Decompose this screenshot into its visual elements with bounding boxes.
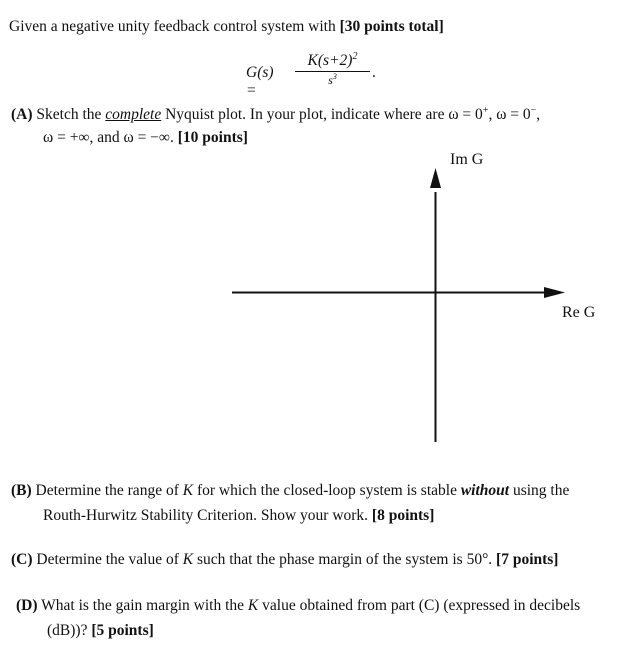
part-a-sup-plus: + xyxy=(482,104,489,116)
part-d-text-line2: (dB))? xyxy=(47,622,92,639)
part-b-text-mid: for which the closed-loop system is stable xyxy=(193,482,461,499)
imaginary-axis-arrowhead xyxy=(430,168,441,188)
part-a-sup-minus: − xyxy=(530,104,537,116)
part-c-label: (C) xyxy=(11,551,33,568)
part-d-label: (D) xyxy=(16,597,38,614)
part-a-text-post: Nyquist plot. In your plot, indicate where are ω = 0 xyxy=(161,106,483,123)
part-d-text-pre: What is the gain margin with the xyxy=(41,597,248,614)
part-d-points: [5 points] xyxy=(91,622,154,639)
imaginary-axis-label: Im G xyxy=(450,151,484,168)
real-axis-label: Re G xyxy=(562,304,596,321)
part-a-text-end: , xyxy=(536,106,541,123)
denominator-base: s xyxy=(328,73,333,87)
part-d-line2 xyxy=(47,621,154,641)
equation-end: . xyxy=(372,64,376,81)
part-b-text-pre: Determine the range of xyxy=(35,482,183,499)
intro-points: [30 points total] xyxy=(339,18,444,35)
part-c-k: K xyxy=(182,551,194,568)
part-a-text-pre: Sketch the xyxy=(36,106,106,123)
part-b-k: K xyxy=(182,482,194,499)
part-a-line1 xyxy=(11,105,540,125)
part-d-line1 xyxy=(16,596,580,616)
part-c-text-pre: Determine the value of xyxy=(36,551,183,568)
part-d-text-post: value obtained from part (C) (expressed in decibels xyxy=(258,597,581,614)
numerator-base: K(s+2) xyxy=(307,52,353,69)
nyquist-axes xyxy=(232,168,572,444)
numerator-exponent: 2 xyxy=(352,50,358,62)
part-b-text-line2: Routh-Hurwitz Stability Criterion. Show your work. xyxy=(43,507,372,524)
intro-line xyxy=(9,17,444,37)
part-b-emphasis: without xyxy=(460,482,510,499)
part-a-label: (A) xyxy=(11,106,33,123)
part-d-k: K xyxy=(247,597,259,614)
part-a-text-line2: ω = +∞, and ω = −∞. xyxy=(43,129,178,146)
part-b-line2 xyxy=(43,506,434,526)
equation-fraction xyxy=(295,52,370,87)
part-b-points: [8 points] xyxy=(371,507,435,524)
real-axis-arrowhead xyxy=(544,287,565,298)
equation-numerator xyxy=(295,52,370,70)
part-a-line2 xyxy=(43,128,248,148)
equation-denominator xyxy=(295,73,370,87)
intro-text: Given a negative unity feedback control system with xyxy=(9,18,340,35)
part-b-label: (B) xyxy=(11,482,32,499)
part-c-points: [7 points] xyxy=(496,551,559,568)
equation-lhs: G(s) = xyxy=(246,64,274,99)
part-a-emphasis: complete xyxy=(105,106,162,123)
part-a-points: [10 points] xyxy=(177,129,248,146)
part-b-line1 xyxy=(11,481,569,501)
denominator-exponent: 3 xyxy=(332,72,337,81)
part-a-text-mid: , ω = 0 xyxy=(488,106,531,123)
part-b-text-end: using the xyxy=(509,482,570,499)
part-c-line xyxy=(11,550,558,570)
part-c-text-post: such that the phase margin of the system is 50°. xyxy=(193,551,497,568)
